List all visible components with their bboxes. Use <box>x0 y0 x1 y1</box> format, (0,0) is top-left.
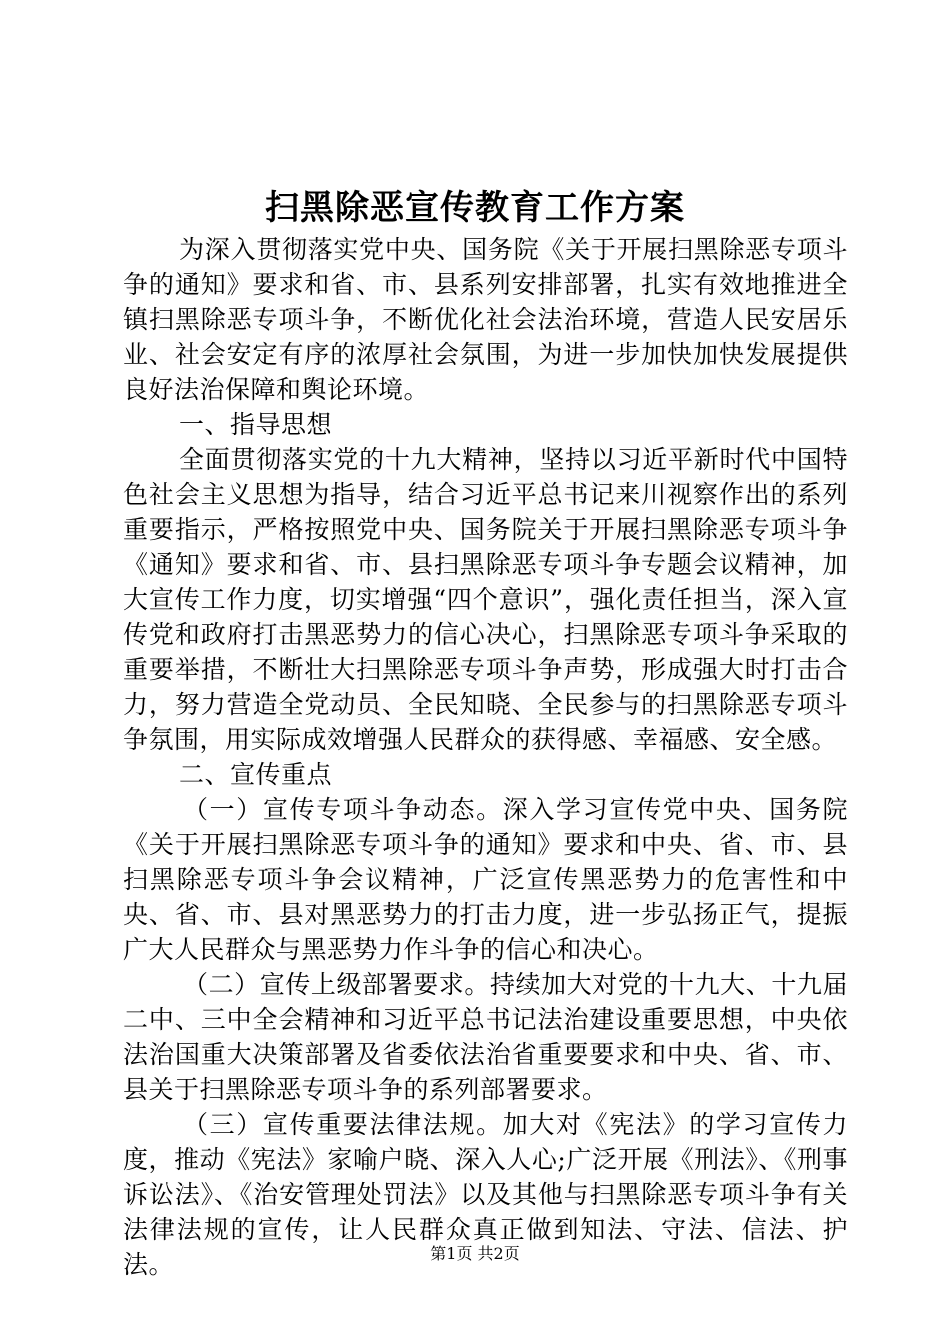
focus-item-2-paragraph: （二）宣传上级部署要求。持续加大对党的十九大、十九届二中、三中全会精神和习近平总书记法治建设重要思想，中央依法治国重大决策部署及省委依法治省重要要求和中央、省、市、县关于扫黑除恶专项斗争的系列部署要求。 <box>123 970 848 1104</box>
intro-paragraph: 为深入贯彻落实党中央、国务院《关于开展扫黑除恶专项斗争的通知》要求和省、市、县系列安排部署，扎实有效地推进全镇扫黑除恶专项斗争，不断优化社会法治环境，营造人民安居乐业、社会安定有序的浓厚社会氛围，为进一步加快加快发展提供良好法治保障和舆论环境。 <box>123 235 848 404</box>
page-number-footer: 第1页 共2页 <box>430 1244 520 1263</box>
guiding-thought-paragraph: 全面贯彻落实党的十九大精神，坚持以习近平新时代中国特色社会主义思想为指导，结合习近平总书记来川视察作出的系列重要指示，严格按照党中央、国务院关于开展扫黑除恶专项斗争《通知》要求和省、市、县扫黑除恶专项斗争专题会议精神，加大宣传工作力度，切实增强“四个意识”，强化责任担当，深入宣传党和政府打击黑恶势力的信心决心，扫黑除恶专项斗争采取的重要举措，不断壮大扫黑除恶专项斗争声势，形成强大时打击合力，努力营造全党动员、全民知晓、全民参与的扫黑除恶专项斗争氛围，用实际成效增强人民群众的获得感、幸福感、安全感。 <box>123 445 848 754</box>
document-title: 扫黑除恶宣传教育工作方案 <box>265 188 685 228</box>
section-heading-guiding-thought: 一、指导思想 <box>179 410 333 439</box>
section-heading-publicity-focus: 二、宣传重点 <box>179 760 333 789</box>
focus-item-1-paragraph: （一）宣传专项斗争动态。深入学习宣传党中央、国务院《关于开展扫黑除恶专项斗争的通知》要求和中央、省、市、县扫黑除恶专项斗争会议精神，广泛宣传黑恶势力的危害性和中央、省、市、县对黑恶势力的打击力度，进一步弘扬正气，提振广大人民群众与黑恶势力作斗争的信心和决心。 <box>123 795 848 964</box>
focus-item-3-paragraph: （三）宣传重要法律法规。加大对《宪法》的学习宣传力度，推动《宪法》家喻户晓、深入人心;广泛开展《刑法》、《刑事诉讼法》、《治安管理处罚法》以及其他与扫黑除恶专项斗争有关法律法规的宣传，让人民群众真正做到知法、守法、信法、护法。 <box>123 1110 848 1279</box>
document-body <box>123 232 848 1282</box>
